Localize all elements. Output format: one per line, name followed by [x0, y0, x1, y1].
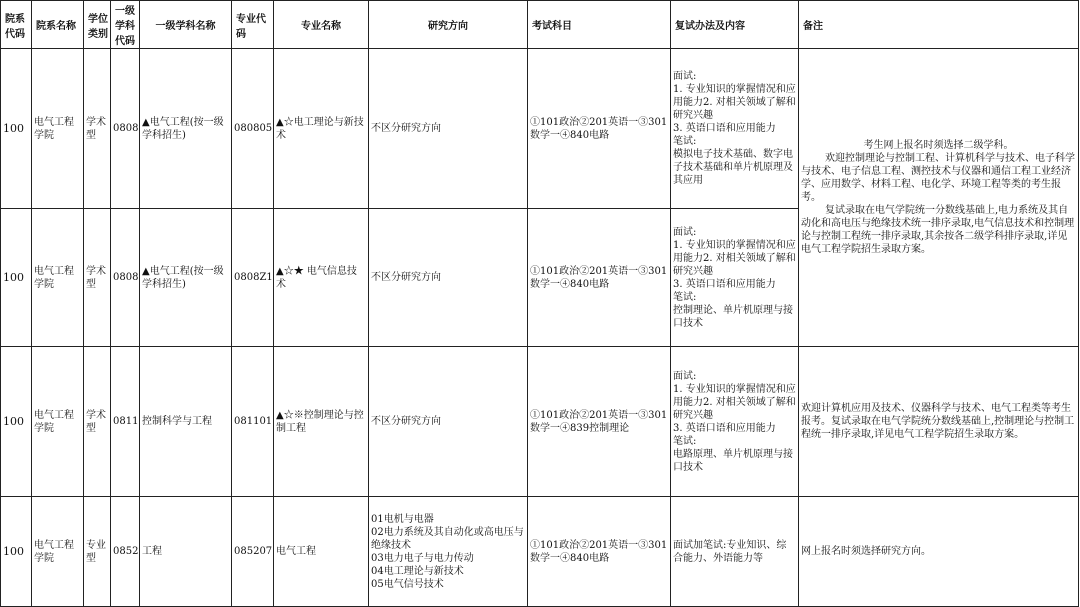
degree-type-cell: 学术型 [84, 347, 111, 497]
remarks-line: 复试录取在电气学院统一分数线基础上,电力系统及其自动化和高电压与绝缘技术统一排序录取,电气信息技术和控制理论与控制工程统一排序录取,其余按各二级学科排序录取,详见电气工程学院招生录取方案。 [801, 205, 1075, 255]
merged-remarks-cell [799, 49, 1079, 347]
header-research-direction: 研究方向 [369, 1, 528, 49]
dept-name-cell: 电气工程学院 [32, 49, 84, 209]
dept-name-cell: 电气工程学院 [32, 497, 84, 607]
header-discipline-code: 一级学科代码 [111, 1, 140, 49]
dept-code-cell: 100 [1, 209, 32, 347]
discipline-code-cell: 0852 [111, 497, 140, 607]
retest-cell: 面试加笔试:专业知识、综合能力、外语能力等 [671, 497, 799, 607]
header-dept-code: 院系代码 [1, 1, 32, 49]
discipline-name-cell: 工程 [140, 497, 232, 607]
discipline-code-cell: 0811 [111, 347, 140, 497]
major-code-cell: 0808Z1 [232, 209, 274, 347]
major-name-cell: ▲☆※控制理论与控制工程 [274, 347, 369, 497]
header-discipline-name: 一级学科名称 [140, 1, 232, 49]
header-remarks: 备注 [799, 1, 1079, 49]
remarks-cell: 欢迎计算机应用及技术、仪器科学与技术、电气工程类等考生报考。复试录取在电气学院统分数线基础上,控制理论与控制工程统一排序录取,详见电气工程学院招生录取方案。 [799, 347, 1079, 497]
degree-type-cell: 学术型 [84, 209, 111, 347]
header-dept-name: 院系名称 [32, 1, 84, 49]
research-direction-cell: 不区分研究方向 [369, 347, 528, 497]
major-code-cell: 081101 [232, 347, 274, 497]
discipline-name-cell: ▲电气工程(按一级学科招生) [140, 49, 232, 209]
major-name-cell: ▲☆电工理论与新技术 [274, 49, 369, 209]
exam-subjects-cell: ①101政治②201英语一③301数学一④840电路 [528, 497, 671, 607]
remarks-cell: 网上报名时须选择研究方向。 [799, 497, 1079, 607]
remarks-line: 欢迎控制理论与控制工程、计算机科学与技术、电子科学与技术、电子信息工程、测控技术与仪器和通信工程工业经济学、应用数学、材料工程、电化学、环境工程等类的考生报考。 [801, 153, 1075, 203]
exam-subjects-cell: ①101政治②201英语一③301数学一④840电路 [528, 209, 671, 347]
header-row [1, 1, 1079, 49]
table-row [1, 347, 1079, 497]
remarks-line: 考生网上报名时须选择二级学科。 [863, 140, 1014, 151]
table-row [1, 49, 1079, 209]
retest-cell: 面试: 1. 专业知识的掌握情况和应用能力2. 对相关领域了解和研究兴趣 3. 英语口语和应用能力 笔试: 控制理论、单片机原理与接口技术 [671, 209, 799, 347]
exam-subjects-cell: ①101政治②201英语一③301数学一④839控制理论 [528, 347, 671, 497]
dept-name-cell: 电气工程学院 [32, 209, 84, 347]
discipline-name-cell: 控制科学与工程 [140, 347, 232, 497]
table-row [1, 497, 1079, 607]
retest-cell: 面试: 1. 专业知识的掌握情况和应用能力2. 对相关领域了解和研究兴趣 3. 英语口语和应用能力 笔试: 电路原理、单片机原理与接口技术 [671, 347, 799, 497]
major-code-cell: 080805 [232, 49, 274, 209]
header-degree-type: 学位类别 [84, 1, 111, 49]
exam-subjects-cell: ①101政治②201英语一③301数学一④840电路 [528, 49, 671, 209]
dept-code-cell: 100 [1, 49, 32, 209]
dept-name-cell: 电气工程学院 [32, 347, 84, 497]
discipline-name-cell: ▲电气工程(按一级学科招生) [140, 209, 232, 347]
header-retest: 复试办法及内容 [671, 1, 799, 49]
header-exam-subjects: 考试科目 [528, 1, 671, 49]
header-major-name: 专业名称 [274, 1, 369, 49]
major-name-cell: 电气工程 [274, 497, 369, 607]
header-major-code: 专业代码 [232, 1, 274, 49]
dept-code-cell: 100 [1, 347, 32, 497]
degree-type-cell: 专业型 [84, 497, 111, 607]
major-code-cell: 085207 [232, 497, 274, 607]
major-name-cell: ▲☆★ 电气信息技术 [274, 209, 369, 347]
discipline-code-cell: 0808 [111, 209, 140, 347]
retest-cell: 面试: 1. 专业知识的掌握情况和应用能力2. 对相关领域了解和研究兴趣 3. 英语口语和应用能力 笔试: 模拟电子技术基础、数字电子技术基础和单片机原理及其应用 [671, 49, 799, 209]
research-direction-cell: 01电机与电器 02电力系统及其自动化或高电压与绝缘技术 03电力电子与电力传动 04电工理论与新技术 05电气信号技术 [369, 497, 528, 607]
discipline-code-cell: 0808 [111, 49, 140, 209]
research-direction-cell: 不区分研究方向 [369, 209, 528, 347]
research-direction-cell: 不区分研究方向 [369, 49, 528, 209]
degree-type-cell: 学术型 [84, 49, 111, 209]
dept-code-cell: 100 [1, 497, 32, 607]
